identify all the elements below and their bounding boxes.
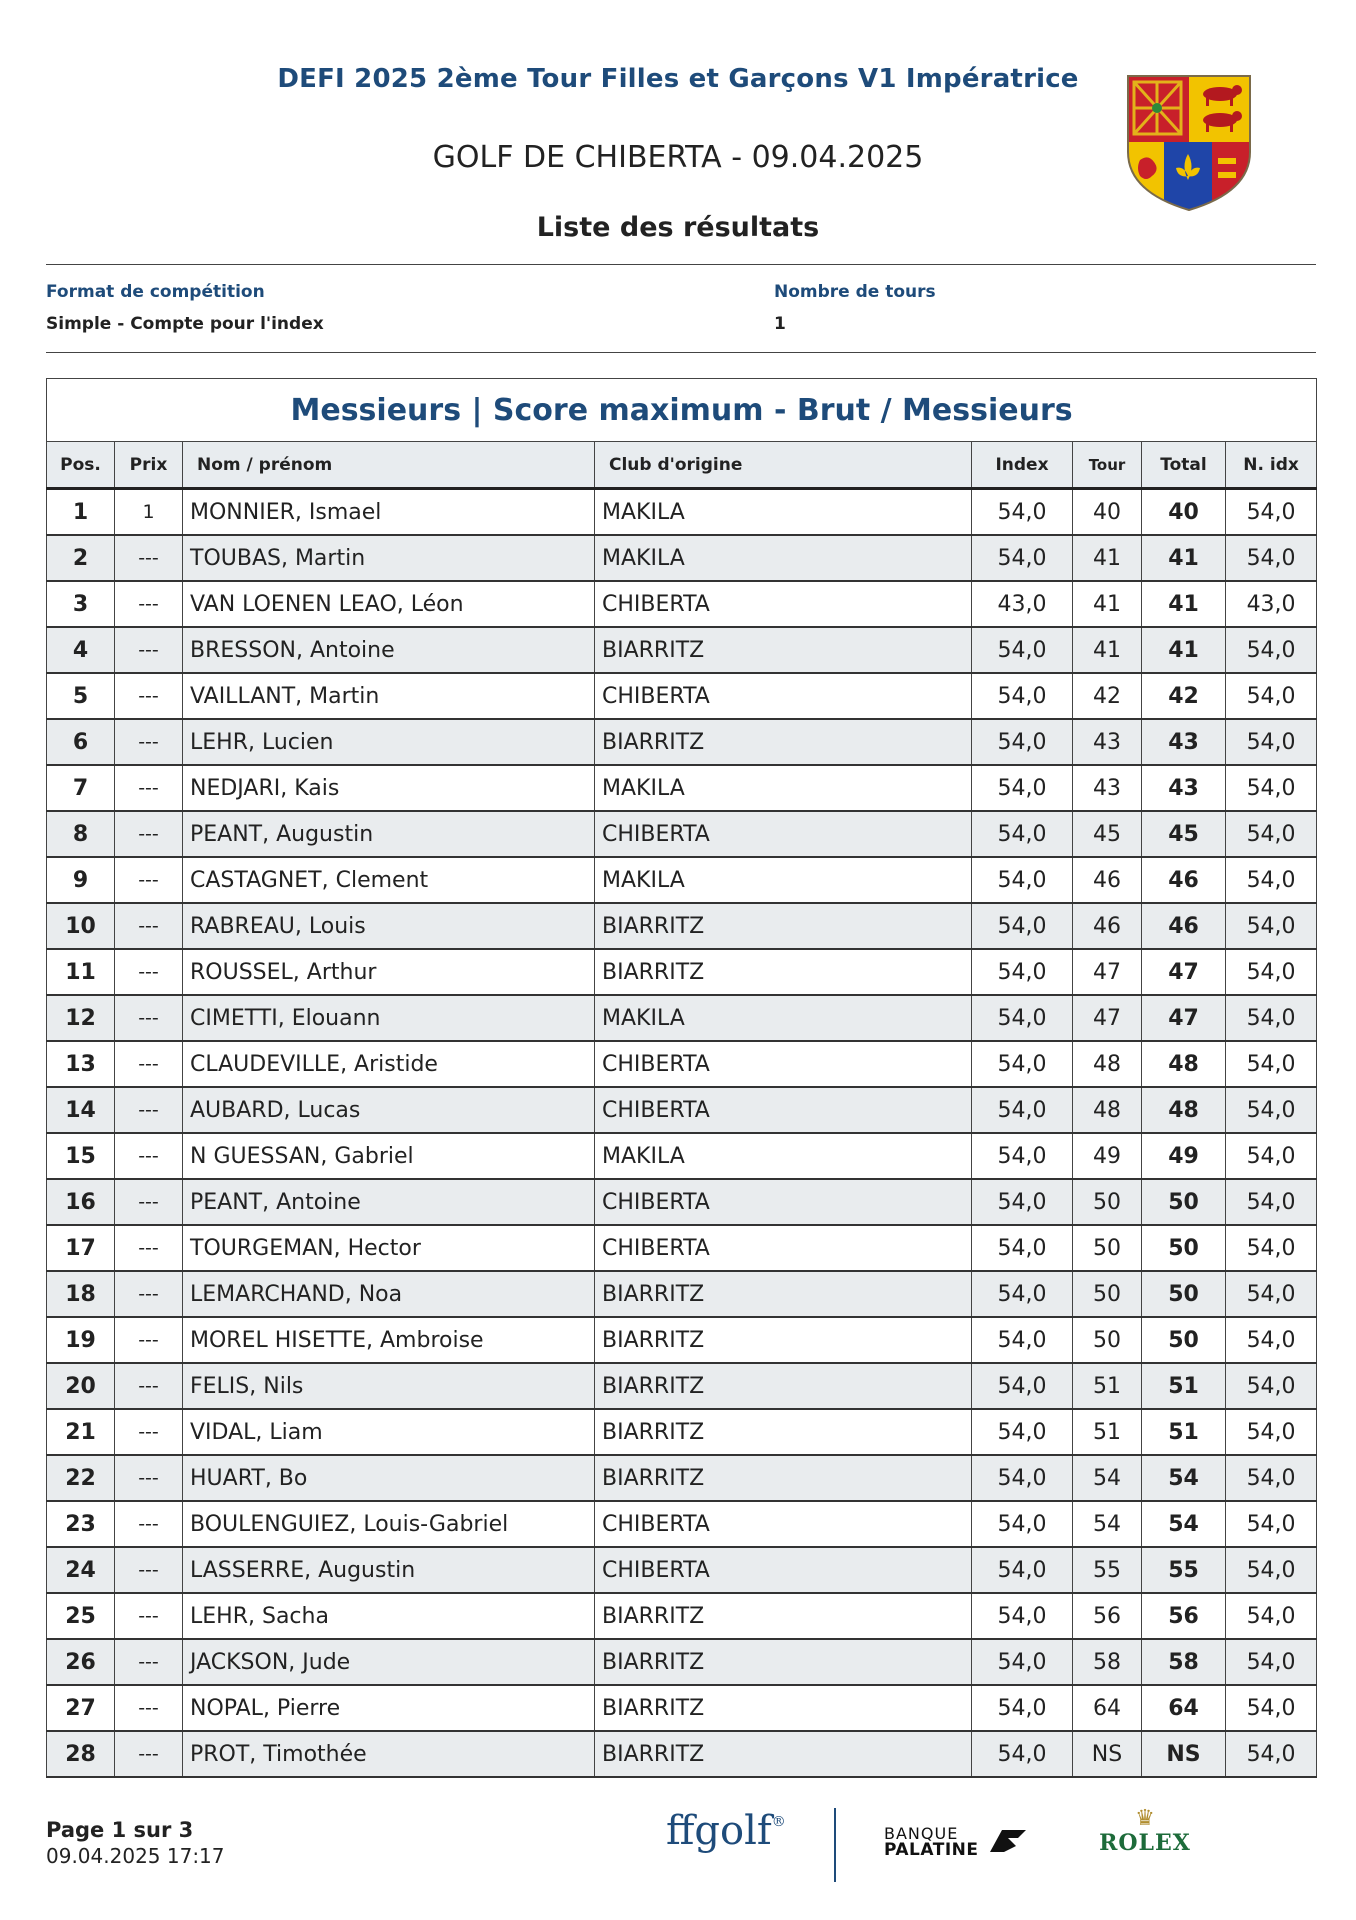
cell-nom: CLAUDEVILLE, Aristide bbox=[183, 1041, 595, 1087]
cell-club: MAKILA bbox=[595, 1133, 972, 1179]
cell-prix: --- bbox=[115, 581, 183, 627]
cell-pos: 16 bbox=[47, 1179, 115, 1225]
cell-nidx: 54,0 bbox=[1226, 1225, 1317, 1271]
table-row bbox=[47, 949, 1317, 995]
cell-tour: 41 bbox=[1073, 535, 1142, 581]
cell-tour: 56 bbox=[1073, 1593, 1142, 1639]
table-row bbox=[47, 1041, 1317, 1087]
event-title: DEFI 2025 2ème Tour Filles et Garçons V1 Impératrice bbox=[277, 64, 1079, 94]
cell-nidx: 54,0 bbox=[1226, 765, 1317, 811]
cell-pos: 9 bbox=[47, 857, 115, 903]
cell-index: 54,0 bbox=[972, 673, 1073, 719]
cell-index: 54,0 bbox=[972, 1271, 1073, 1317]
palatine-line1: BANQUE bbox=[884, 1824, 959, 1843]
cell-total: 47 bbox=[1142, 949, 1226, 995]
cell-tour: 48 bbox=[1073, 1087, 1142, 1133]
cell-total: 46 bbox=[1142, 903, 1226, 949]
cell-total: 47 bbox=[1142, 995, 1226, 1041]
column-header-row bbox=[47, 442, 1317, 489]
coat-of-arms-icon bbox=[1126, 74, 1252, 212]
cell-tour: 46 bbox=[1073, 903, 1142, 949]
cell-club: BIARRITZ bbox=[595, 1593, 972, 1639]
cell-prix: 1 bbox=[115, 489, 183, 536]
cell-prix: --- bbox=[115, 1409, 183, 1455]
cell-club: BIARRITZ bbox=[595, 1271, 972, 1317]
cell-club: BIARRITZ bbox=[595, 949, 972, 995]
cell-nom: AUBARD, Lucas bbox=[183, 1087, 595, 1133]
cell-pos: 26 bbox=[47, 1639, 115, 1685]
cell-total: 50 bbox=[1142, 1179, 1226, 1225]
cell-prix: --- bbox=[115, 811, 183, 857]
cell-index: 54,0 bbox=[972, 719, 1073, 765]
cell-nidx: 54,0 bbox=[1226, 995, 1317, 1041]
cell-index: 54,0 bbox=[972, 627, 1073, 673]
table-row bbox=[47, 995, 1317, 1041]
cell-nom: TOUBAS, Martin bbox=[183, 535, 595, 581]
cell-prix: --- bbox=[115, 1685, 183, 1731]
cell-index: 54,0 bbox=[972, 1455, 1073, 1501]
results-rows bbox=[47, 489, 1317, 1778]
cell-pos: 21 bbox=[47, 1409, 115, 1455]
cell-nidx: 54,0 bbox=[1226, 1685, 1317, 1731]
cell-index: 54,0 bbox=[972, 1409, 1073, 1455]
cell-tour: 40 bbox=[1073, 489, 1142, 536]
cell-pos: 17 bbox=[47, 1225, 115, 1271]
cell-prix: --- bbox=[115, 1547, 183, 1593]
cell-club: MAKILA bbox=[595, 765, 972, 811]
cell-pos: 5 bbox=[47, 673, 115, 719]
cell-nom: PEANT, Antoine bbox=[183, 1179, 595, 1225]
cell-club: MAKILA bbox=[595, 489, 972, 536]
table-row bbox=[47, 1087, 1317, 1133]
cell-nidx: 54,0 bbox=[1226, 1455, 1317, 1501]
cell-tour: 54 bbox=[1073, 1501, 1142, 1547]
cell-total: 40 bbox=[1142, 489, 1226, 536]
cell-pos: 7 bbox=[47, 765, 115, 811]
cell-index: 54,0 bbox=[972, 1547, 1073, 1593]
cell-total: 54 bbox=[1142, 1501, 1226, 1547]
cell-nom: MONNIER, Ismael bbox=[183, 489, 595, 536]
cell-total: 50 bbox=[1142, 1225, 1226, 1271]
cell-total: 41 bbox=[1142, 581, 1226, 627]
cell-total: 48 bbox=[1142, 1041, 1226, 1087]
cell-prix: --- bbox=[115, 1271, 183, 1317]
cell-nom: LASSERRE, Augustin bbox=[183, 1547, 595, 1593]
cell-prix: --- bbox=[115, 1455, 183, 1501]
cell-pos: 24 bbox=[47, 1547, 115, 1593]
cell-nidx: 54,0 bbox=[1226, 627, 1317, 673]
cell-total: 43 bbox=[1142, 719, 1226, 765]
cell-pos: 22 bbox=[47, 1455, 115, 1501]
cell-prix: --- bbox=[115, 1133, 183, 1179]
cell-nidx: 54,0 bbox=[1226, 1087, 1317, 1133]
cell-prix: --- bbox=[115, 535, 183, 581]
rounds-label: Nombre de tours bbox=[774, 282, 936, 302]
cell-total: 50 bbox=[1142, 1317, 1226, 1363]
cell-pos: 18 bbox=[47, 1271, 115, 1317]
cell-club: BIARRITZ bbox=[595, 1685, 972, 1731]
col-header-total: Total bbox=[1142, 442, 1226, 489]
cell-total: 64 bbox=[1142, 1685, 1226, 1731]
cell-prix: --- bbox=[115, 765, 183, 811]
cell-index: 54,0 bbox=[972, 903, 1073, 949]
cell-nidx: 54,0 bbox=[1226, 949, 1317, 995]
cell-club: CHIBERTA bbox=[595, 811, 972, 857]
cell-tour: 42 bbox=[1073, 673, 1142, 719]
cell-pos: 20 bbox=[47, 1363, 115, 1409]
cell-tour: 41 bbox=[1073, 627, 1142, 673]
cell-total: 55 bbox=[1142, 1547, 1226, 1593]
venue-date-title: GOLF DE CHIBERTA - 09.04.2025 bbox=[432, 140, 924, 175]
cell-nom: TOURGEMAN, Hector bbox=[183, 1225, 595, 1271]
cell-club: MAKILA bbox=[595, 535, 972, 581]
cell-prix: --- bbox=[115, 995, 183, 1041]
col-header-prix: Prix bbox=[115, 442, 183, 489]
cell-nidx: 43,0 bbox=[1226, 581, 1317, 627]
cell-tour: 45 bbox=[1073, 811, 1142, 857]
cell-total: 46 bbox=[1142, 857, 1226, 903]
table-row bbox=[47, 1639, 1317, 1685]
printed-timestamp: 09.04.2025 17:17 bbox=[46, 1844, 225, 1868]
cell-nidx: 54,0 bbox=[1226, 489, 1317, 536]
cell-club: BIARRITZ bbox=[595, 1731, 972, 1777]
table-row bbox=[47, 1363, 1317, 1409]
table-row bbox=[47, 811, 1317, 857]
cell-index: 54,0 bbox=[972, 535, 1073, 581]
cell-total: 54 bbox=[1142, 1455, 1226, 1501]
table-row bbox=[47, 1271, 1317, 1317]
cell-nom: BOULENGUIEZ, Louis-Gabriel bbox=[183, 1501, 595, 1547]
results-table bbox=[46, 378, 1317, 1778]
cell-tour: 50 bbox=[1073, 1225, 1142, 1271]
format-label: Format de compétition bbox=[46, 282, 265, 302]
cell-index: 43,0 bbox=[972, 581, 1073, 627]
cell-tour: 55 bbox=[1073, 1547, 1142, 1593]
cell-pos: 25 bbox=[47, 1593, 115, 1639]
cell-nom: LEMARCHAND, Noa bbox=[183, 1271, 595, 1317]
cell-club: MAKILA bbox=[595, 995, 972, 1041]
table-row bbox=[47, 1225, 1317, 1271]
cell-club: BIARRITZ bbox=[595, 1317, 972, 1363]
cell-prix: --- bbox=[115, 1087, 183, 1133]
cell-index: 54,0 bbox=[972, 765, 1073, 811]
cell-nom: CIMETTI, Elouann bbox=[183, 995, 595, 1041]
col-header-nom: Nom / prénom bbox=[183, 442, 595, 489]
cell-total: 41 bbox=[1142, 535, 1226, 581]
cell-nom: CASTAGNET, Clement bbox=[183, 857, 595, 903]
cell-total: NS bbox=[1142, 1731, 1226, 1777]
cell-nom: RABREAU, Louis bbox=[183, 903, 595, 949]
ffgolf-logo bbox=[666, 1808, 786, 1854]
format-value: Simple - Compte pour l'index bbox=[46, 314, 324, 334]
rolex-logo bbox=[1090, 1808, 1200, 1856]
cell-tour: 46 bbox=[1073, 857, 1142, 903]
cell-prix: --- bbox=[115, 1639, 183, 1685]
cell-total: 56 bbox=[1142, 1593, 1226, 1639]
cell-nom: HUART, Bo bbox=[183, 1455, 595, 1501]
col-header-pos: Pos. bbox=[47, 442, 115, 489]
table-row bbox=[47, 581, 1317, 627]
cell-pos: 28 bbox=[47, 1731, 115, 1777]
cell-nidx: 54,0 bbox=[1226, 1179, 1317, 1225]
cell-tour: 43 bbox=[1073, 765, 1142, 811]
cell-prix: --- bbox=[115, 627, 183, 673]
cell-nom: JACKSON, Jude bbox=[183, 1639, 595, 1685]
cell-prix: --- bbox=[115, 1501, 183, 1547]
col-header-club: Club d'origine bbox=[595, 442, 972, 489]
cell-nom: FELIS, Nils bbox=[183, 1363, 595, 1409]
cell-nom: ROUSSEL, Arthur bbox=[183, 949, 595, 995]
cell-index: 54,0 bbox=[972, 1041, 1073, 1087]
cell-nidx: 54,0 bbox=[1226, 1731, 1317, 1777]
cell-nom: NEDJARI, Kais bbox=[183, 765, 595, 811]
table-row bbox=[47, 719, 1317, 765]
cell-nidx: 54,0 bbox=[1226, 903, 1317, 949]
cell-nidx: 54,0 bbox=[1226, 1593, 1317, 1639]
cell-prix: --- bbox=[115, 1593, 183, 1639]
cell-total: 43 bbox=[1142, 765, 1226, 811]
cell-pos: 3 bbox=[47, 581, 115, 627]
table-row bbox=[47, 535, 1317, 581]
rounds-value: 1 bbox=[774, 314, 786, 334]
cell-pos: 4 bbox=[47, 627, 115, 673]
cell-tour: 47 bbox=[1073, 949, 1142, 995]
cell-nom: LEHR, Sacha bbox=[183, 1593, 595, 1639]
cell-total: 41 bbox=[1142, 627, 1226, 673]
ffgolf-logo-text: ffgolf bbox=[666, 1808, 772, 1854]
cell-prix: --- bbox=[115, 1317, 183, 1363]
cell-total: 45 bbox=[1142, 811, 1226, 857]
cell-nidx: 54,0 bbox=[1226, 1501, 1317, 1547]
cell-club: CHIBERTA bbox=[595, 1501, 972, 1547]
cell-total: 49 bbox=[1142, 1133, 1226, 1179]
cell-prix: --- bbox=[115, 673, 183, 719]
cell-tour: 47 bbox=[1073, 995, 1142, 1041]
col-header-index: Index bbox=[972, 442, 1073, 489]
cell-pos: 10 bbox=[47, 903, 115, 949]
cell-nom: PEANT, Augustin bbox=[183, 811, 595, 857]
cell-club: BIARRITZ bbox=[595, 719, 972, 765]
cell-index: 54,0 bbox=[972, 995, 1073, 1041]
cell-nidx: 54,0 bbox=[1226, 673, 1317, 719]
cell-tour: 50 bbox=[1073, 1271, 1142, 1317]
page-number: Page 1 sur 3 bbox=[46, 1818, 194, 1842]
cell-nidx: 54,0 bbox=[1226, 1317, 1317, 1363]
cell-total: 50 bbox=[1142, 1271, 1226, 1317]
cell-prix: --- bbox=[115, 719, 183, 765]
cell-tour: 54 bbox=[1073, 1455, 1142, 1501]
cell-prix: --- bbox=[115, 1731, 183, 1777]
cell-nidx: 54,0 bbox=[1226, 719, 1317, 765]
cell-index: 54,0 bbox=[972, 949, 1073, 995]
table-row bbox=[47, 489, 1317, 536]
table-row bbox=[47, 1409, 1317, 1455]
table-row bbox=[47, 1547, 1317, 1593]
cell-prix: --- bbox=[115, 1179, 183, 1225]
cell-nidx: 54,0 bbox=[1226, 1041, 1317, 1087]
cell-club: BIARRITZ bbox=[595, 1363, 972, 1409]
cell-nidx: 54,0 bbox=[1226, 1409, 1317, 1455]
cell-club: CHIBERTA bbox=[595, 1547, 972, 1593]
cell-pos: 14 bbox=[47, 1087, 115, 1133]
cell-club: CHIBERTA bbox=[595, 1041, 972, 1087]
cell-prix: --- bbox=[115, 857, 183, 903]
table-row bbox=[47, 1593, 1317, 1639]
cell-club: MAKILA bbox=[595, 857, 972, 903]
cell-club: CHIBERTA bbox=[595, 1225, 972, 1271]
table-row bbox=[47, 1455, 1317, 1501]
cell-club: BIARRITZ bbox=[595, 627, 972, 673]
palatine-line2: PALATINE bbox=[884, 1840, 979, 1860]
table-row bbox=[47, 1685, 1317, 1731]
cell-nom: VIDAL, Liam bbox=[183, 1409, 595, 1455]
cell-club: CHIBERTA bbox=[595, 1087, 972, 1133]
cell-pos: 1 bbox=[47, 489, 115, 536]
table-row bbox=[47, 1501, 1317, 1547]
cell-total: 58 bbox=[1142, 1639, 1226, 1685]
cell-tour: 43 bbox=[1073, 719, 1142, 765]
cell-tour: 50 bbox=[1073, 1317, 1142, 1363]
cell-total: 42 bbox=[1142, 673, 1226, 719]
cell-nom: BRESSON, Antoine bbox=[183, 627, 595, 673]
cell-pos: 27 bbox=[47, 1685, 115, 1731]
cell-index: 54,0 bbox=[972, 1225, 1073, 1271]
cell-tour: 48 bbox=[1073, 1041, 1142, 1087]
table-row bbox=[47, 1317, 1317, 1363]
cell-nom: MOREL HISETTE, Ambroise bbox=[183, 1317, 595, 1363]
cell-club: BIARRITZ bbox=[595, 1409, 972, 1455]
cell-prix: --- bbox=[115, 903, 183, 949]
cell-nidx: 54,0 bbox=[1226, 1547, 1317, 1593]
cell-index: 54,0 bbox=[972, 1133, 1073, 1179]
cell-pos: 15 bbox=[47, 1133, 115, 1179]
cell-pos: 6 bbox=[47, 719, 115, 765]
cell-nom: N GUESSAN, Gabriel bbox=[183, 1133, 595, 1179]
cell-tour: NS bbox=[1073, 1731, 1142, 1777]
table-row bbox=[47, 1731, 1317, 1777]
cell-nidx: 54,0 bbox=[1226, 1639, 1317, 1685]
cell-nom: VAN LOENEN LEAO, Léon bbox=[183, 581, 595, 627]
cell-prix: --- bbox=[115, 1041, 183, 1087]
rolex-wordmark: ROLEX bbox=[1099, 1830, 1191, 1856]
palatine-wing-icon bbox=[988, 1826, 1028, 1856]
cell-pos: 19 bbox=[47, 1317, 115, 1363]
cell-tour: 64 bbox=[1073, 1685, 1142, 1731]
header-divider-top bbox=[46, 264, 1316, 265]
cell-pos: 23 bbox=[47, 1501, 115, 1547]
cell-tour: 49 bbox=[1073, 1133, 1142, 1179]
cell-index: 54,0 bbox=[972, 489, 1073, 536]
col-header-nidx: N. idx bbox=[1226, 442, 1317, 489]
cell-index: 54,0 bbox=[972, 1087, 1073, 1133]
table-row bbox=[47, 673, 1317, 719]
cell-pos: 12 bbox=[47, 995, 115, 1041]
cell-club: BIARRITZ bbox=[595, 1455, 972, 1501]
header-divider-bottom bbox=[46, 352, 1316, 353]
crown-icon: ♛ bbox=[1135, 1806, 1155, 1831]
cell-nom: VAILLANT, Martin bbox=[183, 673, 595, 719]
table-row bbox=[47, 627, 1317, 673]
cell-nidx: 54,0 bbox=[1226, 535, 1317, 581]
cell-total: 51 bbox=[1142, 1363, 1226, 1409]
cell-nidx: 54,0 bbox=[1226, 1271, 1317, 1317]
cell-index: 54,0 bbox=[972, 1593, 1073, 1639]
table-row bbox=[47, 903, 1317, 949]
cell-prix: --- bbox=[115, 1363, 183, 1409]
cell-total: 48 bbox=[1142, 1087, 1226, 1133]
cell-index: 54,0 bbox=[972, 1317, 1073, 1363]
cell-club: BIARRITZ bbox=[595, 1639, 972, 1685]
cell-pos: 8 bbox=[47, 811, 115, 857]
cell-index: 54,0 bbox=[972, 1501, 1073, 1547]
cell-index: 54,0 bbox=[972, 1179, 1073, 1225]
cell-nom: LEHR, Lucien bbox=[183, 719, 595, 765]
cell-tour: 41 bbox=[1073, 581, 1142, 627]
cell-tour: 58 bbox=[1073, 1639, 1142, 1685]
cell-club: BIARRITZ bbox=[595, 903, 972, 949]
cell-index: 54,0 bbox=[972, 1363, 1073, 1409]
logo-divider bbox=[834, 1808, 836, 1882]
table-row bbox=[47, 857, 1317, 903]
cell-nom: NOPAL, Pierre bbox=[183, 1685, 595, 1731]
cell-tour: 50 bbox=[1073, 1179, 1142, 1225]
table-row bbox=[47, 765, 1317, 811]
cell-index: 54,0 bbox=[972, 1639, 1073, 1685]
cell-pos: 2 bbox=[47, 535, 115, 581]
cell-nidx: 54,0 bbox=[1226, 857, 1317, 903]
cell-club: CHIBERTA bbox=[595, 581, 972, 627]
cell-prix: --- bbox=[115, 1225, 183, 1271]
cell-nidx: 54,0 bbox=[1226, 1133, 1317, 1179]
cell-club: CHIBERTA bbox=[595, 673, 972, 719]
table-row bbox=[47, 1133, 1317, 1179]
cell-nidx: 54,0 bbox=[1226, 811, 1317, 857]
section-title: Messieurs | Score maximum - Brut / Messieurs bbox=[47, 379, 1317, 442]
cell-pos: 13 bbox=[47, 1041, 115, 1087]
col-header-tour: Tour bbox=[1073, 442, 1142, 489]
cell-nidx: 54,0 bbox=[1226, 1363, 1317, 1409]
cell-index: 54,0 bbox=[972, 1685, 1073, 1731]
cell-club: CHIBERTA bbox=[595, 1179, 972, 1225]
cell-tour: 51 bbox=[1073, 1409, 1142, 1455]
cell-index: 54,0 bbox=[972, 811, 1073, 857]
cell-nom: PROT, Timothée bbox=[183, 1731, 595, 1777]
table-row bbox=[47, 1179, 1317, 1225]
cell-prix: --- bbox=[115, 949, 183, 995]
registered-mark-icon: ® bbox=[771, 1814, 786, 1830]
cell-tour: 51 bbox=[1073, 1363, 1142, 1409]
cell-total: 51 bbox=[1142, 1409, 1226, 1455]
cell-pos: 11 bbox=[47, 949, 115, 995]
cell-index: 54,0 bbox=[972, 857, 1073, 903]
list-title: Liste des résultats bbox=[536, 212, 820, 243]
cell-index: 54,0 bbox=[972, 1731, 1073, 1777]
banque-palatine-logo bbox=[884, 1825, 979, 1859]
